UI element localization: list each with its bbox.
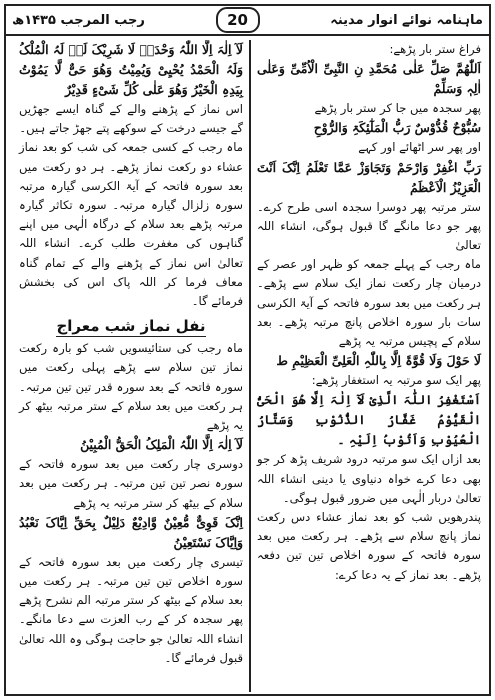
right-arabic-verse: اَللّٰھُمَّ صَلِّ عَلٰی مُحَمَّدِ نِ النَّبِیِّ الْاُمِّیِّ وَعَلٰی اٰلِہٖ وَسَلِّمْ xyxy=(257,61,481,97)
page-header xyxy=(6,6,489,36)
left-arabic-verse: لَآ اِلٰہَ اِلَّا اللّٰہُ وَحْدَہٗ لَا شَرِیْکَ لَہٗ لَہُ الْمُلْکُ وَلَہُ الْحَمْدُ یُحْیِیْ وَیُمِیْتُ وَھُوَ حَیٌّ لَّا یَمُوْتُ بِیَدِہِ الْخَیْرُ وَھُوَ عَلٰی کُلِّ شَیْءٍ قَدِیْرٌ xyxy=(19,42,243,97)
right-paragraph: ستر مرتبہ پھر دوسرا سجدہ اسی طرح کرے۔ پھر جو دعا مانگے گا قبول ہوگی، انشاء اللہ تعالیٰ xyxy=(257,199,481,253)
right-paragraph: فراغ ستر بار پڑھے: xyxy=(389,42,481,56)
left-paragraph: تیسری چار رکعت میں بعد سورہ فاتحہ کے سورہ اخلاص تین تین مرتبہ۔ ہر رکعت میں بعد سلام کے بیٹھ کر ستر مرتبہ الم نشرح پڑھے پھر سجدہ کر کے رب العزت سے دعا مانگے۔ انشاء اللہ تعالیٰ جو حاجت ہوگی وہ اللہ تعالیٰ قبول فرمائے گا۔ xyxy=(19,554,243,665)
content-columns xyxy=(8,40,487,692)
section-heading xyxy=(19,317,243,335)
left-arabic-verse: لَآ اِلٰہَ اِلَّا اللّٰہُ الْمَلِکُ الْحَقُّ الْمُبِیْنُ xyxy=(80,437,243,453)
left-paragraph: ماہ رجب کے کسی جمعہ کی شب کو بعد نماز عشاء دو رکعت نماز پڑھے۔ ہر دو رکعت میں بعد سورہ فاتحہ کے آیۃ الکرسی گیارہ مرتبہ سورہ زلزال گیارہ مرتبہ۔ سورہ تکاثر گیارہ مرتبہ پڑھے بعد سلام کے درگاہ الٰہی میں اپنے گناہوں کی مغفرت طلب کرے۔ انشاء اللہ تعالیٰ اس نماز کے پڑھنے والے کے تمام گناہ معاف فرما کر اللہ پاک اس کی بخشش فرمائے گا۔ xyxy=(19,140,243,309)
left-arabic-verse: اِنَّکَ قَوِیٌّ مُّعِیْنٌ وَّادِیْعٌ دَلِیْلٌ بِحَقِّ اِیَّاکَ نَعْبُدُ وَاِیَّاکَ نَسْتَعِیْنُ xyxy=(19,514,243,550)
right-arabic-verse: رَبِّ اغْفِرْ وَارْحَمْ وَتَجَاوَزْ عَمَّا تَعْلَمُ اِنَّکَ اَنْتَ الْعَزِیْزُ الْاَعْظَمُ xyxy=(257,159,481,195)
right-arabic-verse: لَا حَوْلَ وَلَا قُوَّۃَ اِلَّا بِاللّٰہِ الْعَلِیِّ الْعَظِیْمِ ط xyxy=(276,353,481,369)
left-paragraph: ماہ رجب کی ستائیسویں شب کو بارہ رکعت نماز تین سلام سے پڑھے پہلی رکعت میں سورہ فاتحہ کے بعد سورہ قدر تین تین مرتبہ۔ ہر رکعت میں بعد سلام کے ستر مرتبہ بیٹھ کر یہ پڑھے xyxy=(19,341,243,433)
section-heading-text: نفل نماز شب معراج xyxy=(56,317,206,336)
right-paragraph: ماہ رجب کے پہلے جمعہ کو ظہر اور عصر کے درمیان چار رکعت نماز ایک سلام سے پڑھے۔ ہر رکعت میں بعد سورہ فاتحہ کے آیۃ الکرسی سات بار سورہ اخلاص پانچ مرتبہ پڑھے۔ بعد سلام کے پچیس مرتبہ یہ پڑھے xyxy=(257,257,481,349)
issue-date: رجب المرجب ۱۴۳۵ھ xyxy=(12,12,145,28)
right-paragraph: پھر ایک سو مرتبہ یہ استغفار پڑھے: xyxy=(311,373,481,388)
page-number: 20 xyxy=(216,7,260,33)
left-paragraph: دوسری چار رکعت میں بعد سورہ فاتحہ کے سورہ نصر تین تین مرتبہ۔ ہر رکعت میں بعد سلام کے بیٹھ کر ستر مرتبہ یہ پڑھے xyxy=(19,457,243,510)
right-paragraph: پھر سجدہ میں جا کر ستر بار پڑھے xyxy=(314,101,481,116)
right-column xyxy=(251,40,487,692)
right-arabic-verse: اَسْتَغْفِرُ اللّٰہَ الَّذِیْ لَآ اِلٰہَ اِلَّا ھُوَ الْحَیُّ الْقَیُّوْمُ غَفَّارُ الذُّنُوْبِ وَسَتَّارُ الْعُیُوْبِ وَاَتُوْبُ اِلَیْہِ ۔ xyxy=(257,392,481,448)
left-column xyxy=(13,40,249,692)
right-paragraph: بعد ازاں ایک سو مرتبہ درود شریف پڑھ کر جو بھی دعا کرے خواہ دنیاوی یا دینی انشاء اللہ تعالیٰ دربار الٰہی میں ضرور قبول ہوگی۔ xyxy=(257,452,481,505)
magazine-title: ماہنامہ نوائے انوار مدینہ xyxy=(330,12,483,28)
right-paragraph: پندرھویں شب کو بعد نماز عشاء دس رکعت نماز پانچ سلام سے پڑھے۔ ہر رکعت میں بعد سورہ فاتحہ کے سورہ اخلاص تین تین دفعہ پڑھے۔ بعد نماز کے یہ دعا کرے: xyxy=(257,510,481,582)
right-arabic-verse: سُبُّوْحٌ قُدُّوْسٌ رَبُّ الْمَلٰٓئِکَۃِ وَالرُّوْحِ xyxy=(313,120,481,136)
right-paragraph: اور پھر سر اٹھائے اور کہے xyxy=(358,140,481,155)
left-paragraph: اس نماز کے پڑھنے والے کے گناہ ایسے جھڑیں گے جیسے درخت کے سوکھے پتے جھڑ جاتے ہیں۔ xyxy=(19,102,243,136)
